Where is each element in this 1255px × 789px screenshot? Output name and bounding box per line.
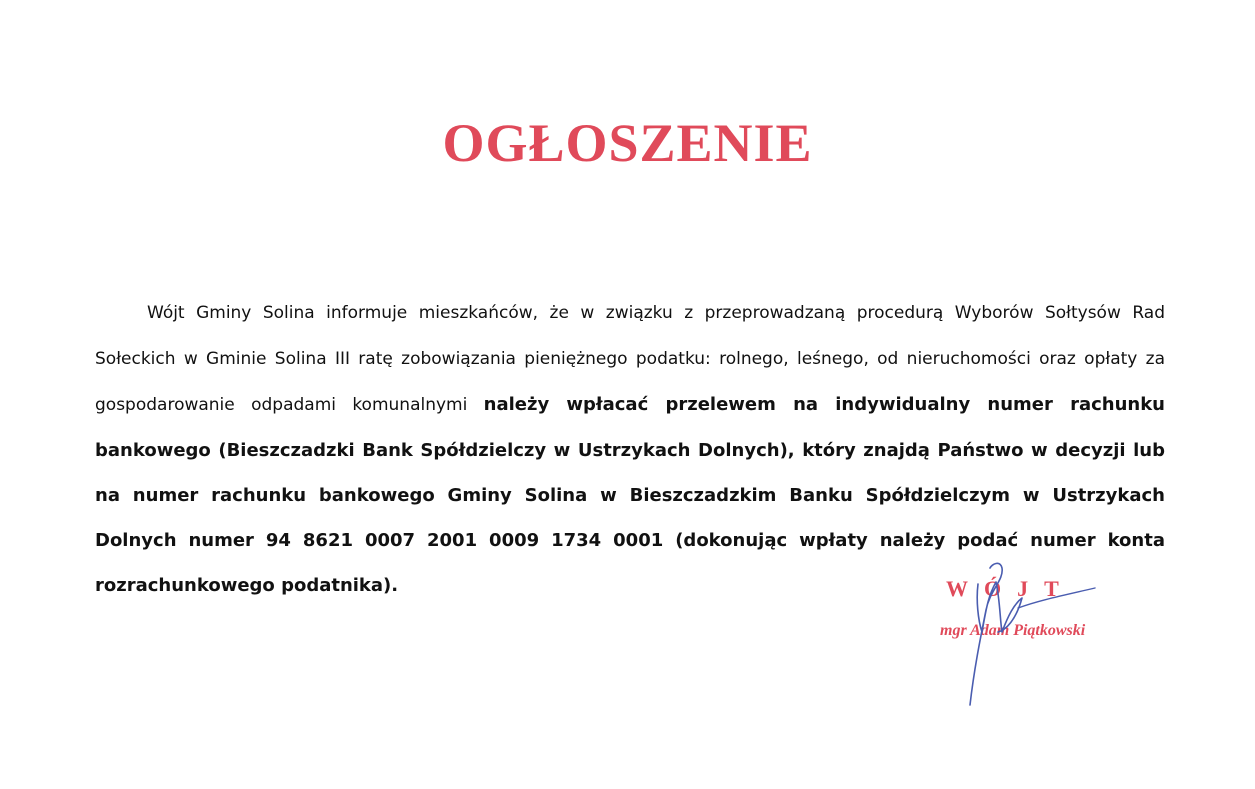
stamp-name: mgr Adam Piątkowski <box>940 622 1086 639</box>
stamp-title: WÓJT <box>946 576 1075 601</box>
announcement-text-regular: Wójt Gminy Solina informuje mieszkańców, że w związku z przeprowadzaną procedurą Wyborów Sołtysów Rad Sołeckich w Gminie Solina III ratę zobowiązania pieniężnego podatku: rolnego, leśnego, od nieruchomości oraz opłaty za gospodarowanie odpadami komunalnymi <box>95 303 1165 415</box>
announcement-text-bold: należy wpłacać przelewem na indywidualny numer rachunku bankowego (Bieszczadzki Bank Spółdzielczy w Ustrzykach Dolnych), który znajdą Państwo w decyzji lub na numer rachunku bankowego Gminy Solina w Bieszczadzkim Banku Spółdzielczym w Ustrzykach Dolnych numer 94 8621 0007 2001 0009 1734 0001 (dokonując wpłaty należy podać numer konta rozrachunkowego podatnika). <box>95 394 1165 596</box>
handwritten-signature-icon <box>930 560 1130 720</box>
stamp-signature-block <box>930 560 1130 720</box>
page-title: OGŁOSZENIE <box>442 113 813 173</box>
